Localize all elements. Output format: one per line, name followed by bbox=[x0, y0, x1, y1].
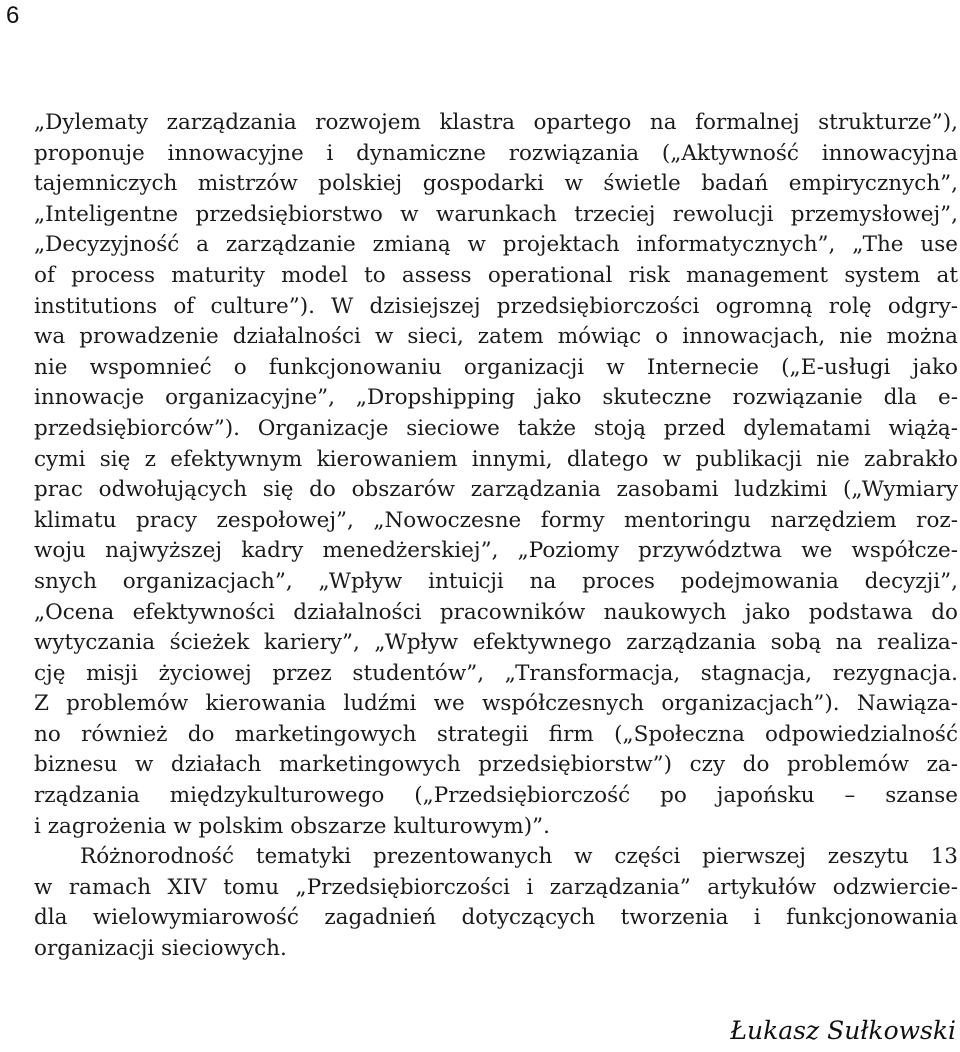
text-line: przedsiębiorców”). Organizacje sieciowe także stoją przed dylematami wiążą- bbox=[34, 415, 958, 441]
text-line: wytyczania ścieżek kariery”, „Wpływ efektywnego zarządzania sobą na realiza- bbox=[34, 630, 958, 656]
text-line: of process maturity model to assess operational risk management system at bbox=[34, 262, 958, 288]
paragraph-1 bbox=[34, 108, 958, 842]
body-text bbox=[34, 108, 958, 965]
text-line: i zagrożenia w polskim obszarze kulturowym)”. bbox=[34, 813, 550, 839]
text-line: woju najwyższej kadry menedżerskiej”, „Poziomy przywództwa we współcze- bbox=[34, 538, 958, 564]
text-line: w ramach XIV tomu „Przedsiębiorczości i zarządzania” artykułów odzwiercie- bbox=[34, 874, 958, 900]
text-line: innowacje organizacyjne”, „Dropshipping jako skuteczne rozwiązanie dla e- bbox=[34, 385, 958, 411]
text-line: wa prowadzenie działalności w sieci, zatem mówiąc o innowacjach, nie można bbox=[34, 324, 958, 350]
text-line: „Ocena efektywności działalności pracowników naukowych jako podstawa do bbox=[34, 599, 958, 625]
text-line: tajemniczych mistrzów polskiej gospodarki w świetle badań empirycznych”, bbox=[34, 171, 958, 197]
text-line: institutions of culture”). W dzisiejszej przedsiębiorczości ogromną rolę odgry- bbox=[34, 293, 958, 319]
text-line: snych organizacjach”, „Wpływ intuicji na proces podejmowania decyzji”, bbox=[34, 568, 958, 594]
text-line: „Inteligentne przedsiębiorstwo w warunkach trzeciej rewolucji przemysłowej”, bbox=[34, 201, 958, 227]
text-line: Z problemów kierowania ludźmi we współczesnych organizacjach”). Nawiąza- bbox=[34, 691, 958, 717]
text-line: proponuje innowacyjne i dynamiczne rozwiązania („Aktywność innowacyjna bbox=[34, 140, 958, 166]
text-line: cymi się z efektywnym kierowaniem innymi, dlatego w publikacji nie zabrakło bbox=[34, 446, 958, 472]
text-line: „Dylematy zarządzania rozwojem klastra opartego na formalnej strukturze”), bbox=[34, 110, 958, 135]
text-line: biznesu w działach marketingowych przedsiębiorstw”) czy do problemów za- bbox=[34, 752, 958, 778]
text-line: „Decyzyjność a zarządzanie zmianą w projektach informatycznych”, „The use bbox=[34, 232, 958, 258]
text-line: rządzania międzykulturowego („Przedsiębiorczość po japońsku – szanse bbox=[34, 783, 958, 809]
text-line: Różnorodność tematyki prezentowanych w części pierwszej zeszytu 13 bbox=[80, 844, 958, 870]
page-number: 6 bbox=[6, 2, 20, 29]
text-line: dla wielowymiarowość zagadnień dotyczących tworzenia i funkcjonowania bbox=[34, 905, 958, 931]
text-line: cję misji życiowej przez studentów”, „Transformacja, stagnacja, rezygnacja. bbox=[34, 660, 958, 686]
author-signature: Łukasz Sułkowski bbox=[730, 1016, 956, 1045]
paragraph-2 bbox=[34, 842, 958, 964]
text-line: nie wspomnieć o funkcjonowaniu organizacji w Internecie („E-usługi jako bbox=[34, 354, 958, 380]
text-line: no również do marketingowych strategii firm („Społeczna odpowiedzialność bbox=[34, 721, 958, 747]
text-line: organizacji sieciowych. bbox=[34, 936, 287, 962]
text-line: klimatu pracy zespołowej”, „Nowoczesne formy mentoringu narzędziem roz- bbox=[34, 507, 958, 533]
text-line: prac odwołujących się do obszarów zarządzania zasobami ludzkimi („Wymiary bbox=[34, 477, 958, 503]
